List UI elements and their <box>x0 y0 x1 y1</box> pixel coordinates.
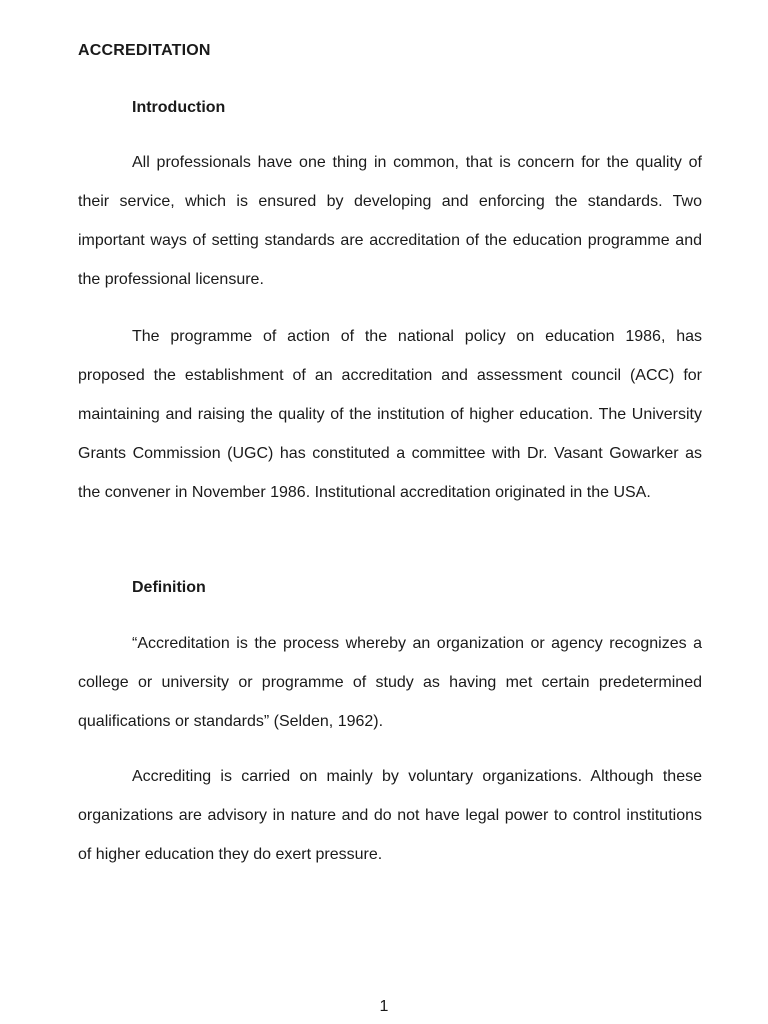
paragraph-definition-1: “Accreditation is the process whereby an organization or agency recognizes a college or university or programme of study as having met certain predetermined qualifications or standards” (Selden, 1962). <box>78 635 702 730</box>
section-heading-introduction: Introduction <box>132 99 226 116</box>
paragraph-introduction-1: All professionals have one thing in common, that is concern for the quality of their service, which is ensured by developing and enforcing the standards. Two important ways of setting standards are accreditation of the education programme and the professional licensure. <box>78 154 702 288</box>
paragraph-introduction-2: The programme of action of the national policy on education 1986, has proposed the establishment of an accreditation and assessment council (ACC) for maintaining and raising the quality of the institution of higher education. The University Grants Commission (UGC) has constituted a committee with Dr. Vasant Gowarker as the convener in November 1986. Institutional accreditation originated in the USA. <box>78 328 702 501</box>
section-heading-definition: Definition <box>132 579 206 596</box>
document-title: ACCREDITATION <box>78 42 211 59</box>
paragraph-definition-2: Accrediting is carried on mainly by voluntary organizations. Although these organizations are advisory in nature and do not have legal power to control institutions of higher education they do exert pressure. <box>78 768 702 863</box>
page-number: 1 <box>379 998 389 1015</box>
